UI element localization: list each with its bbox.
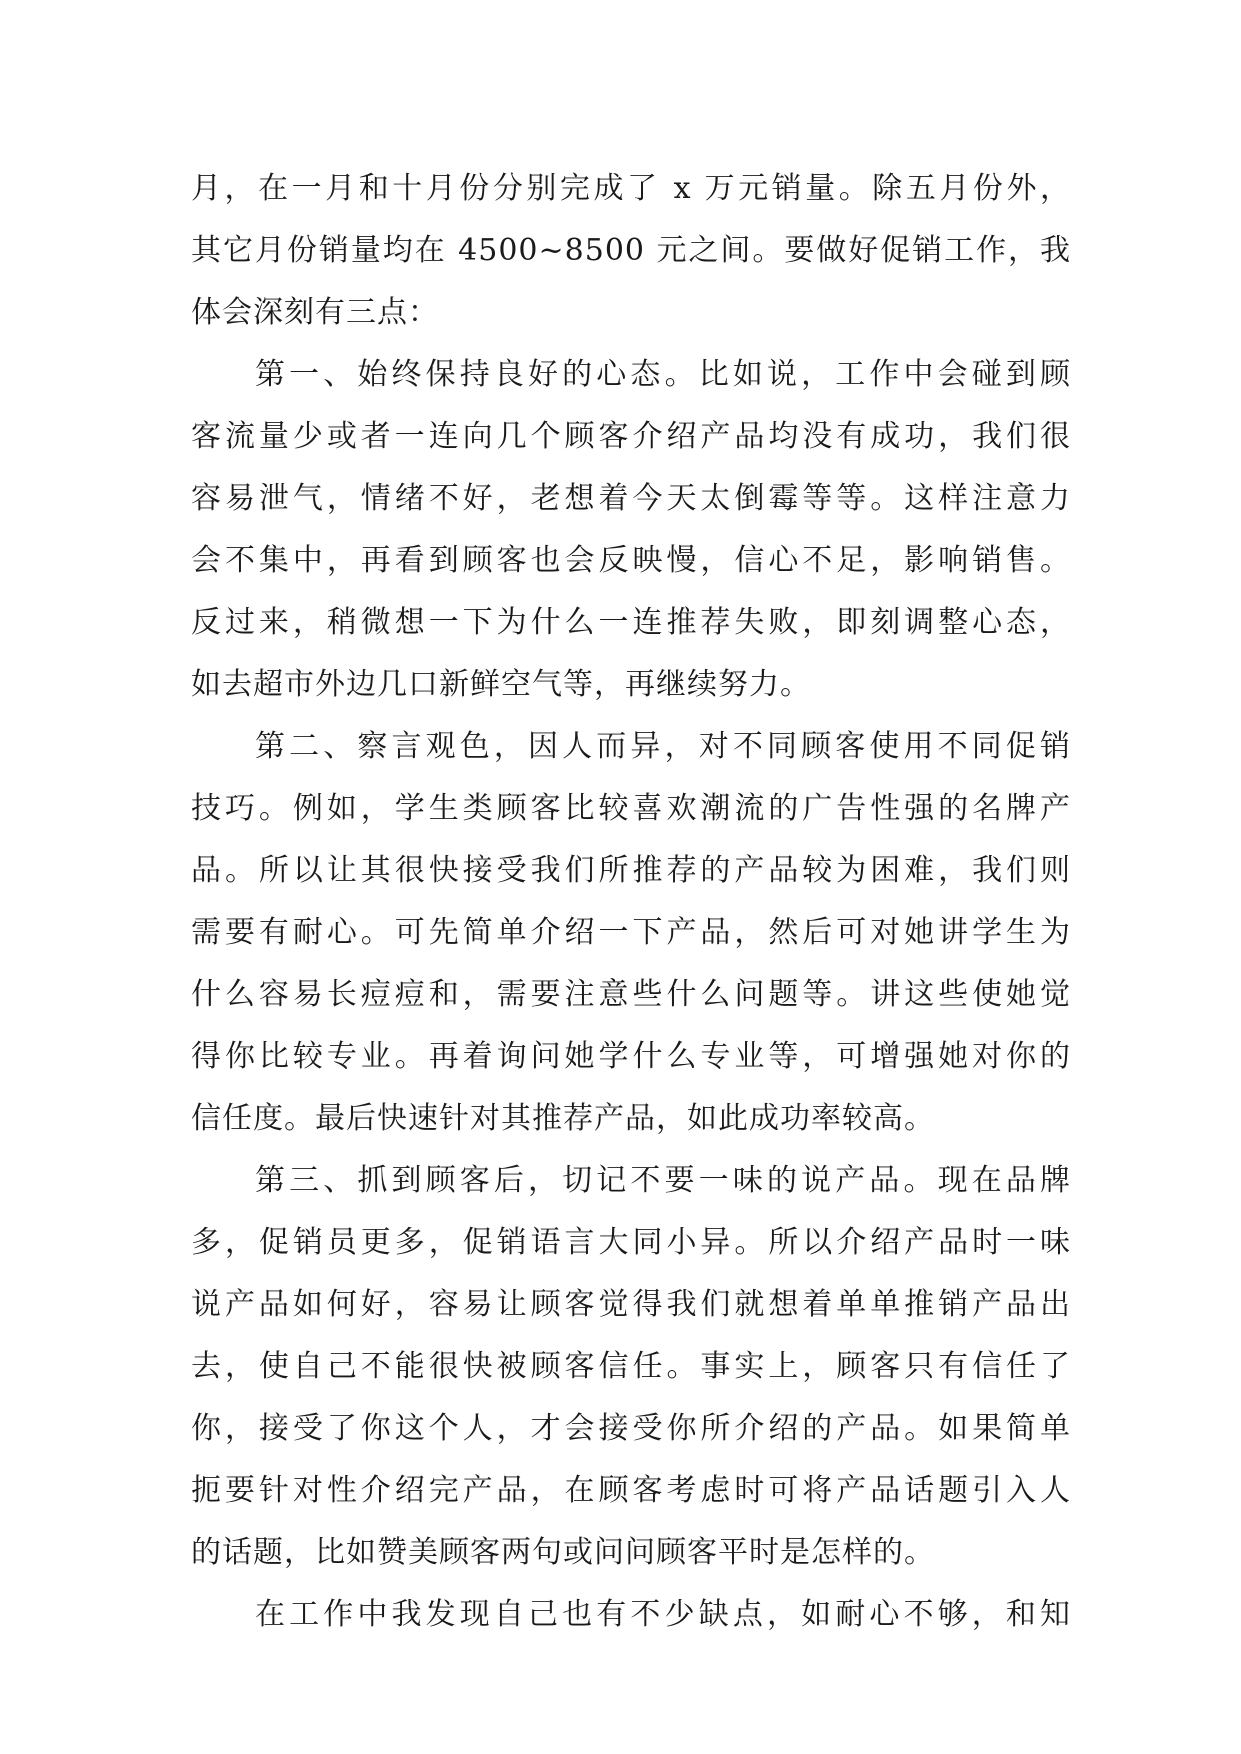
text-line: 其它月份销量均在 4500~8500 元之间。要做好促销工作，我: [191, 233, 1071, 268]
text-line: 说产品如何好，容易让顾客觉得我们就想着单单推销产品出: [191, 1287, 1071, 1322]
text-line: 体会深刻有三点：: [191, 295, 439, 330]
text-line: 品。所以让其很快接受我们所推荐的产品较为困难，我们则: [191, 853, 1071, 888]
paragraph-start-line: 第一、始终保持良好的心态。比如说，工作中会碰到顾: [255, 357, 1071, 392]
text-line: 技巧。例如，学生类顾客比较喜欢潮流的广告性强的名牌产: [191, 791, 1071, 826]
text-line: 需要有耐心。可先简单介绍一下产品，然后可对她讲学生为: [191, 915, 1071, 950]
text-line: 客流量少或者一连向几个顾客介绍产品均没有成功，我们很: [191, 419, 1071, 454]
text-line: 月，在一月和十月份分别完成了 x 万元销量。除五月份外，: [191, 171, 1071, 206]
text-line: 你，接受了你这个人，才会接受你所介绍的产品。如果简单: [191, 1411, 1071, 1446]
text-line: 去，使自己不能很快被顾客信任。事实上，顾客只有信任了: [191, 1349, 1071, 1384]
text-line: 信任度。最后快速针对其推荐产品，如此成功率较高。: [191, 1101, 935, 1136]
paragraph-start-line: 第二、察言观色，因人而异，对不同顾客使用不同促销: [255, 729, 1071, 764]
paragraph-start-line: 第三、抓到顾客后，切记不要一味的说产品。现在品牌: [255, 1163, 1071, 1198]
text-line: 的话题，比如赞美顾客两句或问问顾客平时是怎样的。: [191, 1535, 935, 1570]
text-line: 得你比较专业。再着询问她学什么专业等，可增强她对你的: [191, 1039, 1071, 1074]
paragraph-start-line: 在工作中我发现自己也有不少缺点，如耐心不够，和知: [255, 1597, 1071, 1632]
text-line: 容易泄气，情绪不好，老想着今天太倒霉等等。这样注意力: [191, 481, 1071, 516]
text-line: 扼要针对性介绍完产品，在顾客考虑时可将产品话题引入人: [191, 1473, 1071, 1508]
text-line: 什么容易长痘痘和，需要注意些什么问题等。讲这些使她觉: [191, 977, 1071, 1012]
text-line: 多，促销员更多，促销语言大同小异。所以介绍产品时一味: [191, 1225, 1071, 1260]
document-body: [191, 158, 1071, 1646]
text-line: 会不集中，再看到顾客也会反映慢，信心不足，影响销售。: [191, 543, 1071, 578]
text-line: 反过来，稍微想一下为什么一连推荐失败，即刻调整心态，: [191, 605, 1071, 640]
text-line: 如去超市外边几口新鲜空气等，再继续努力。: [191, 667, 811, 702]
